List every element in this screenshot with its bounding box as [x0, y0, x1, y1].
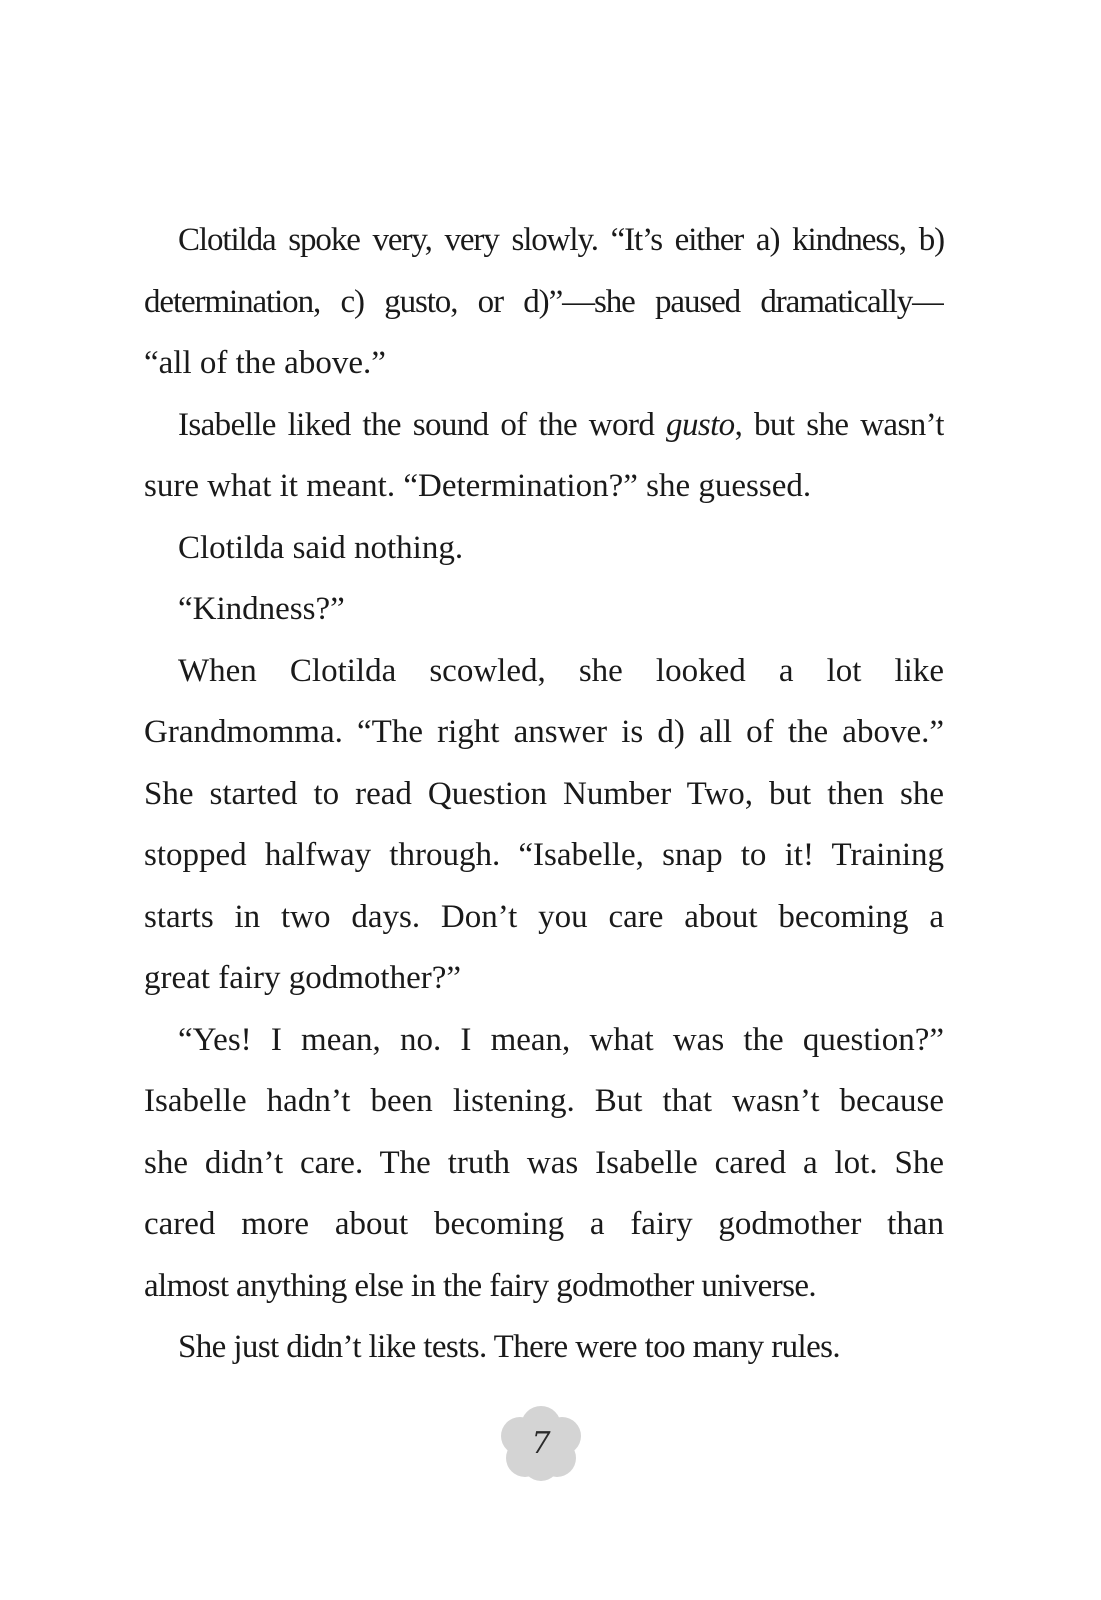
text-line: “Kindness?”	[178, 591, 345, 627]
text-line: stopped halfway through. “Isabelle, snap to it! Training	[144, 837, 944, 873]
text-run: Isabelle liked the sound of the word	[178, 406, 667, 443]
text-line	[144, 395, 944, 457]
text-line: Clotilda spoke very, very slowly. “It’s either a) kindness, b)	[178, 222, 944, 258]
text-line: Isabelle hadn’t been listening. But that wasn’t because	[144, 1083, 944, 1119]
text-line: almost anything else in the fairy godmother universe.	[144, 1267, 817, 1304]
text-line: determination, c) gusto, or d)”—she paused dramatically—	[144, 283, 944, 320]
text-line: Grandmomma. “The right answer is d) all of the above.”	[144, 714, 944, 750]
text-line: sure what it meant. “Determination?” she guessed.	[144, 468, 812, 504]
text-run: , but she wasn’t	[734, 406, 944, 443]
text-line: she didn’t care. The truth was Isabelle cared a lot. She	[144, 1144, 944, 1181]
text-line: great fairy godmother?”	[144, 960, 462, 996]
page-number-badge	[498, 1404, 584, 1484]
text-line: She just didn’t like tests. There were too many rules.	[178, 1329, 841, 1365]
text-line: starts in two days. Don’t you care about becoming a	[144, 898, 944, 935]
text-line: cared more about becoming a fairy godmother than	[144, 1206, 944, 1242]
text-line: “Yes! I mean, no. I mean, what was the question?”	[178, 1021, 944, 1058]
page-number: 7	[531, 1426, 551, 1461]
body-text	[144, 210, 944, 1379]
text-line: When Clotilda scowled, she looked a lot like	[178, 652, 944, 689]
text-line: “all of the above.”	[144, 345, 386, 381]
text-line: She started to read Question Number Two, but then she	[144, 775, 944, 812]
italic-word: gusto	[666, 406, 735, 443]
text-line: Clotilda said nothing.	[178, 529, 464, 566]
